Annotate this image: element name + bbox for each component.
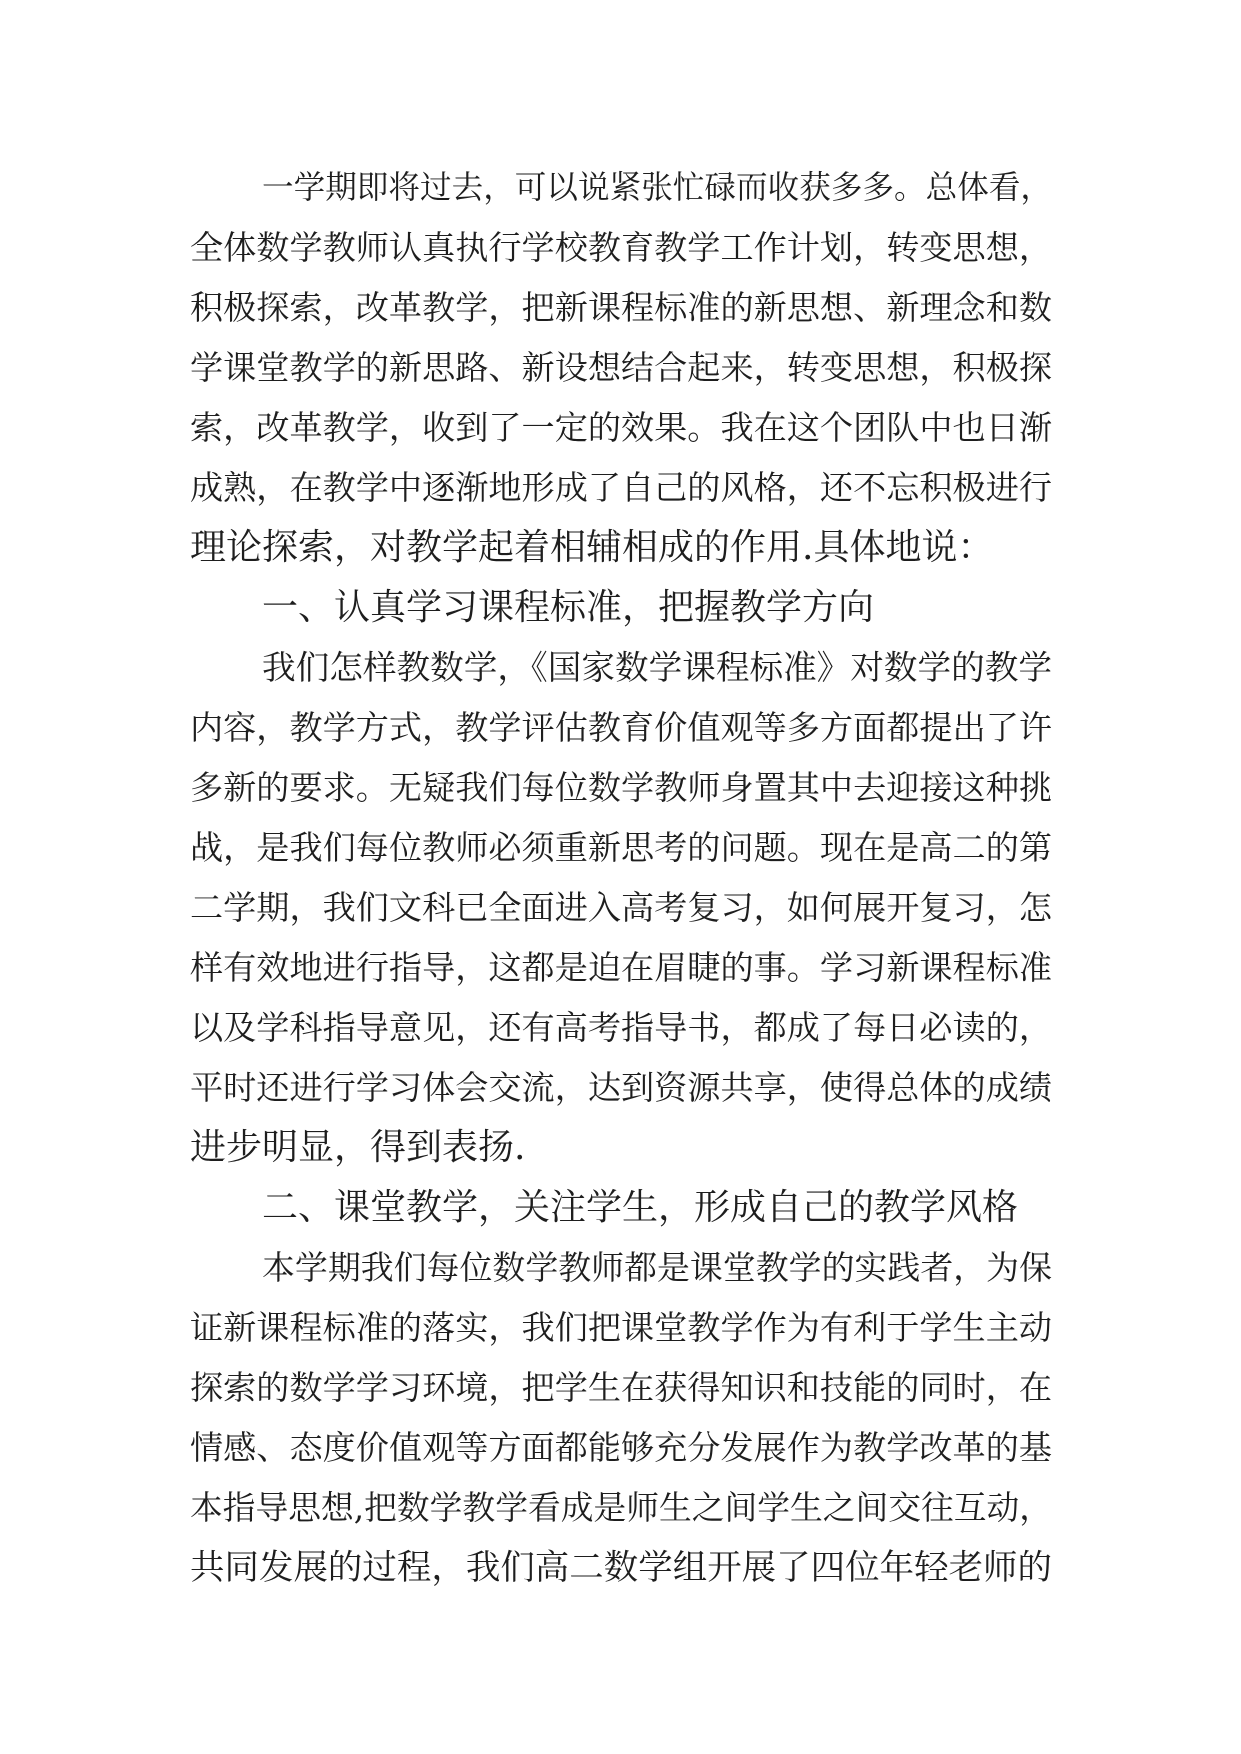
document-body [190,158,1052,1598]
text-line: 共同发展的过程，我们高二数学组开展了四位年轻老师的 [190,1548,1052,1588]
text-line: 一学期即将过去，可以说紧张忙碌而收获多多。总体看， [262,170,1052,206]
text-line: 一、认真学习课程标准，把握教学方向 [262,587,875,628]
text-line: 成熟，在教学中逐渐地形成了自己的风格，还不忘积极进行 [190,468,1052,507]
text-line: 以及学科指导意见，还有高考指导书，都成了每日必读的， [190,1008,1052,1047]
text-line: 索，改革教学，收到了一定的效果。我在这个团队中也日渐 [190,408,1052,447]
text-line: 积极探索，改革教学，把新课程标准的新思想、新理念和数 [190,288,1052,327]
text-line: 战，是我们每位教师必须重新思考的问题。现在是高二的第 [190,828,1052,867]
text-line: 全体数学教师认真执行学校教育教学工作计划，转变思想， [190,228,1052,267]
text-line: 本学期我们每位数学教师都是课堂教学的实践者，为保 [262,1248,1052,1287]
text-line: 内容，教学方式，教学评估教育价值观等多方面都提出了许 [190,708,1052,747]
text-line: 情感、态度价值观等方面都能够充分发展作为教学改革的基 [190,1428,1052,1467]
text-line: 本指导思想,把数学教学看成是师生之间学生之间交往互动， [190,1489,1052,1527]
text-line: 样有效地进行指导，这都是迫在眉睫的事。学习新课程标准 [190,948,1052,987]
text-line: 多新的要求。无疑我们每位数学教师身置其中去迎接这种挑 [190,768,1052,807]
text-line: 进步明显，得到表扬. [190,1127,526,1168]
text-line: 学课堂教学的新思路、新设想结合起来，转变思想，积极探 [190,348,1052,387]
text-line: 理论探索，对教学起着相辅相成的作用.具体地说： [190,527,994,568]
text-line: 证新课程标准的落实，我们把课堂教学作为有利于学生主动 [190,1308,1052,1347]
text-line: 探索的数学学习环境，把学生在获得知识和技能的同时，在 [190,1368,1052,1407]
text-line: 我们怎样教数学，《国家数学课程标准》对数学的教学 [262,648,1052,687]
text-line: 二、课堂教学，关注学生，形成自己的教学风格 [262,1187,1019,1228]
text-line: 平时还进行学习体会交流，达到资源共享，使得总体的成绩 [190,1068,1052,1107]
text-line: 二学期，我们文科已全面进入高考复习，如何展开复习，怎 [190,888,1052,927]
